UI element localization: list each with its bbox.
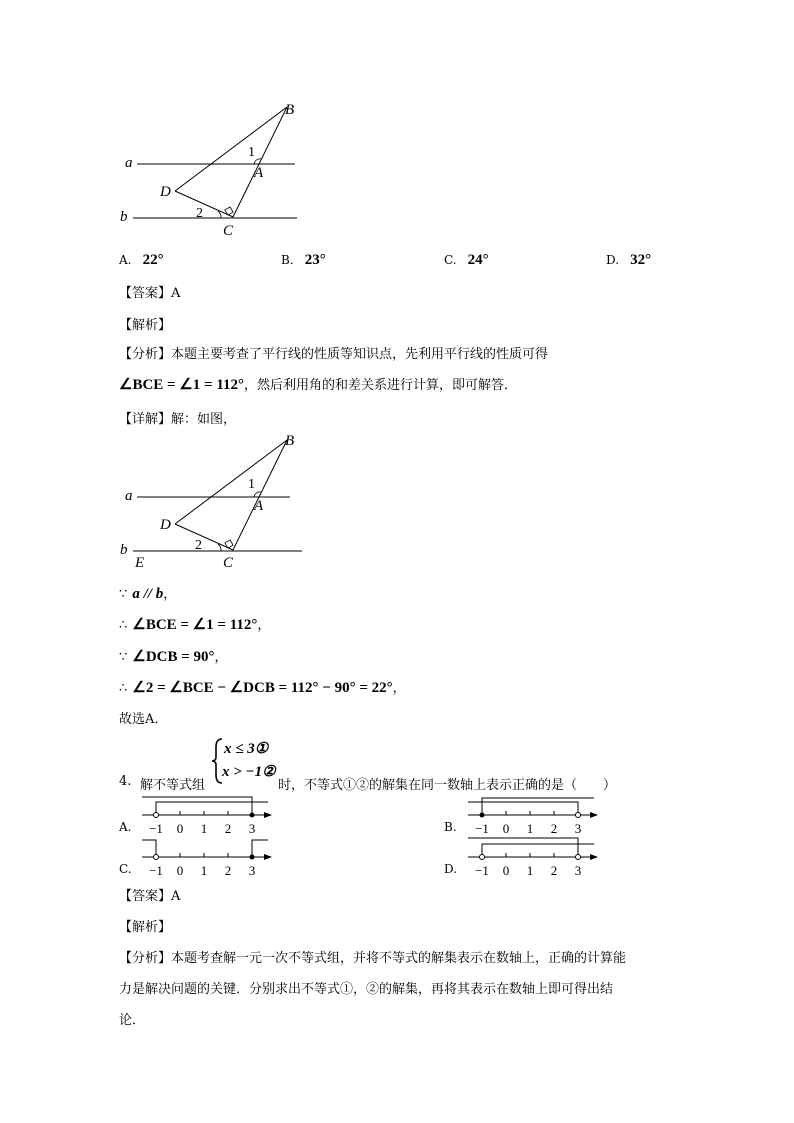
q4-prompt-pre: 解不等式组 — [140, 778, 206, 793]
q3-fenxi-math: ∠BCE = ∠1 = 112° — [119, 377, 245, 393]
tick-label: 0 — [502, 863, 510, 878]
tick-label: 0 — [176, 863, 184, 878]
tick-label: 0 — [176, 821, 184, 836]
label-1: 1 — [248, 145, 255, 160]
label-E: E — [135, 555, 145, 571]
angle-2-arc — [218, 211, 221, 218]
q3-step-3: ∵ ∠DCB = 90°， — [119, 649, 228, 665]
q3-fenxi-line1: 【分析】本题主要考查了平行线的性质等知识点，先利用平行线的性质可得 — [119, 347, 549, 362]
tick-label: 2 — [550, 821, 558, 836]
q4-option-a-numberline — [140, 792, 275, 840]
label-D: D — [160, 184, 171, 200]
q3-option-d-value: 32° — [630, 252, 652, 268]
label-C: C — [223, 223, 234, 239]
q4-option-d-letter: D. — [444, 862, 458, 876]
q4-fenxi-line3: 论． — [119, 1013, 146, 1028]
q3-option-a-value: 22° — [142, 252, 164, 268]
tick-label: −1 — [475, 863, 489, 878]
q3-option-a: A. 22° — [119, 252, 164, 268]
label-B: B — [285, 433, 295, 449]
q4-analysis-title: 【解析】 — [119, 920, 172, 935]
tick-label: 3 — [248, 821, 256, 836]
label-B: B — [285, 102, 295, 118]
tick-label: 1 — [526, 821, 534, 836]
q3-triangle-figure-detail — [115, 428, 315, 573]
triangle-outline — [175, 440, 287, 550]
q4-answer: 【答案】A — [119, 889, 181, 904]
tick-label: 1 — [526, 863, 534, 878]
label-D: D — [160, 517, 171, 533]
label-A: A — [254, 498, 264, 514]
q4-system-line1: x ≤ 3① — [224, 741, 269, 757]
tick-label: 2 — [224, 863, 232, 878]
label-a: a — [125, 488, 133, 504]
tick-label: 3 — [248, 863, 256, 878]
q3-option-d: D. 32° — [606, 252, 652, 268]
triangle-outline — [175, 107, 287, 217]
q3-option-c-value: 24° — [467, 252, 489, 268]
q4-option-d-numberline — [466, 834, 601, 882]
q3-option-c: C. 24° — [444, 252, 489, 268]
label-2: 2 — [195, 538, 202, 553]
q3-option-b-value: 23° — [304, 252, 326, 268]
angle-2-arc — [218, 544, 221, 551]
q3-fenxi-line2: ∠BCE = ∠1 = 112°，然后利用角的和差关系进行计算，即可解答． — [119, 377, 518, 393]
label-1: 1 — [248, 477, 255, 492]
label-b: b — [120, 542, 128, 558]
tick-label: 2 — [224, 821, 232, 836]
tick-label: 1 — [200, 821, 208, 836]
tick-label: 3 — [574, 821, 582, 836]
q4-option-b-letter: B. — [444, 820, 457, 834]
tick-label: 1 — [200, 863, 208, 878]
q4-system-line2: x > −1② — [222, 764, 276, 780]
tick-label: −1 — [149, 863, 163, 878]
label-2: 2 — [196, 206, 203, 221]
q3-option-b: B. 23° — [281, 252, 326, 268]
q3-step-4: ∴ ∠2 = ∠BCE − ∠DCB = 112° − 90° = 22°， — [119, 680, 406, 696]
tick-label: −1 — [149, 821, 163, 836]
q3-triangle-figure — [115, 95, 315, 240]
tick-label: −1 — [475, 821, 489, 836]
tick-label: 0 — [502, 821, 510, 836]
label-A: A — [254, 165, 264, 181]
q4-option-a-letter: A. — [119, 820, 132, 834]
q4-option-b-numberline — [466, 792, 601, 840]
tick-label: 3 — [574, 863, 582, 878]
q4-option-c-letter: C. — [119, 862, 132, 876]
label-C: C — [223, 555, 234, 571]
tick-label: 2 — [550, 863, 558, 878]
label-a: a — [125, 155, 133, 171]
q4-option-c-numberline — [140, 834, 275, 882]
q3-answer: 【答案】A — [119, 286, 181, 301]
label-b: b — [120, 209, 128, 225]
q3-analysis-title: 【解析】 — [119, 318, 172, 333]
q3-step-2: ∴ ∠BCE = ∠1 = 112°， — [119, 617, 271, 633]
q4-prompt-post: 时，不等式①②的解集在同一数轴上表示正确的是（ ） — [278, 778, 617, 793]
q3-detail-intro: 【详解】解：如图， — [119, 412, 237, 427]
q4-fenxi-line1: 【分析】本题考查解一元一次不等式组，并将不等式的解集表示在数轴上，正确的计算能 — [119, 951, 627, 966]
q3-conclusion: 故选A． — [119, 712, 168, 727]
q4-number: 4. — [119, 774, 132, 789]
q4-fenxi-line2: 力是解决问题的关键．分别求出不等式①，②的解集，再将其表示在数轴上即可得出结 — [119, 982, 614, 997]
q3-step-1: ∵ a // b， — [119, 586, 177, 602]
